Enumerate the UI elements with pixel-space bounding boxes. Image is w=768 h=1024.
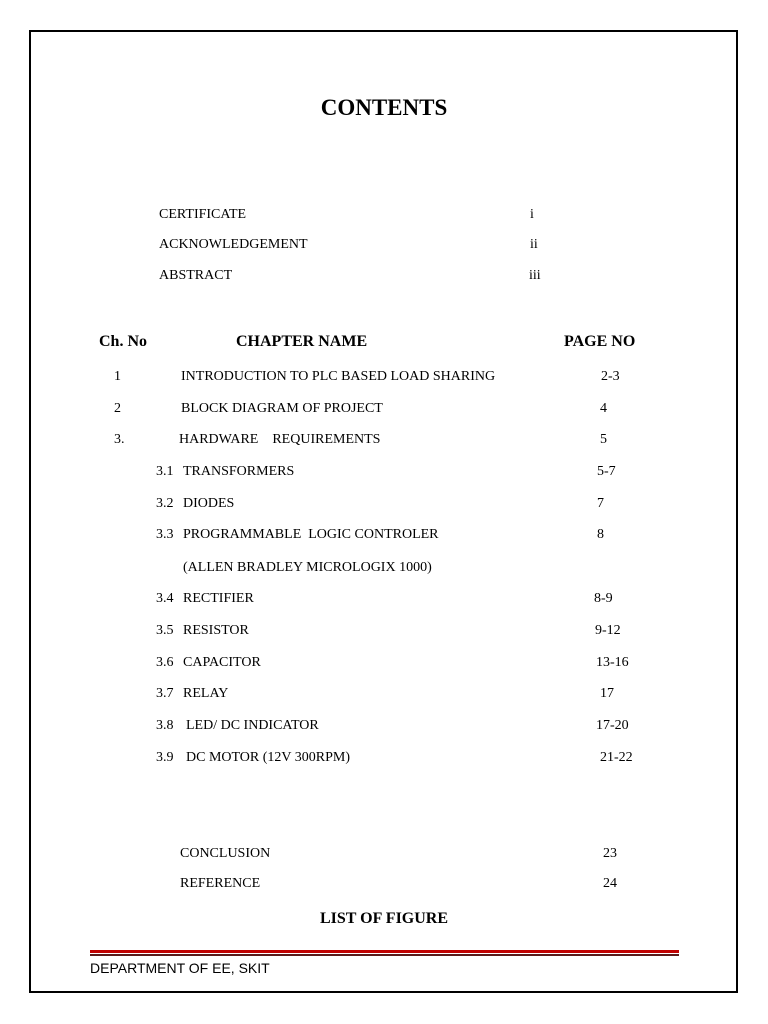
section-number: 3.7	[156, 686, 174, 701]
section-page: 7	[597, 496, 604, 511]
section-page: 17	[600, 686, 614, 701]
front-matter-page: iii	[529, 268, 541, 283]
header-chapter-name: CHAPTER NAME	[236, 333, 368, 350]
chapter-page: 2-3	[601, 369, 620, 384]
chapter-number: 3.	[114, 432, 125, 447]
section-number: 3.4	[156, 591, 174, 606]
section-name: RESISTOR	[183, 623, 249, 638]
section-name: LED/ DC INDICATOR	[186, 718, 319, 733]
header-page-no: PAGE NO	[564, 333, 636, 350]
header-chapter-no: Ch. No	[99, 333, 148, 350]
section-page: 13-16	[596, 655, 629, 670]
section-number: 3.3	[156, 527, 174, 542]
chapter-page: 4	[600, 401, 607, 416]
section-page: 17-20	[596, 718, 629, 733]
section-name-continued: (ALLEN BRADLEY MICROLOGIX 1000)	[183, 560, 432, 575]
list-of-figure-heading: LIST OF FIGURE	[319, 910, 449, 927]
page-title: CONTENTS	[320, 95, 448, 120]
section-name: DC MOTOR (12V 300RPM)	[186, 750, 351, 765]
front-matter-label: ACKNOWLEDGEMENT	[159, 237, 308, 252]
end-matter-page: 23	[603, 846, 617, 861]
section-number: 3.9	[156, 750, 174, 765]
section-page: 9-12	[595, 623, 621, 638]
section-name: DIODES	[183, 496, 235, 511]
section-page: 21-22	[600, 750, 633, 765]
section-name: PROGRAMMABLE LOGIC CONTROLER	[183, 527, 439, 542]
section-page: 5-7	[597, 464, 616, 479]
section-name: TRANSFORMERS	[183, 464, 295, 479]
end-matter-label: CONCLUSION	[180, 846, 271, 861]
section-page: 8-9	[594, 591, 613, 606]
section-name: CAPACITOR	[183, 655, 261, 670]
section-name: RECTIFIER	[183, 591, 254, 606]
chapter-number: 2	[114, 401, 121, 416]
section-name: RELAY	[183, 686, 229, 701]
section-page: 8	[597, 527, 604, 542]
section-number: 3.8	[156, 718, 174, 733]
page-border	[29, 30, 738, 993]
end-matter-label: REFERENCE	[180, 876, 261, 891]
footer-rule	[90, 950, 679, 953]
footer-rule-shadow	[90, 954, 679, 956]
front-matter-page: ii	[530, 237, 538, 252]
chapter-name: INTRODUCTION TO PLC BASED LOAD SHARING	[181, 369, 496, 384]
front-matter-label: CERTIFICATE	[159, 207, 247, 222]
section-number: 3.2	[156, 496, 174, 511]
chapter-name: BLOCK DIAGRAM OF PROJECT	[181, 401, 383, 416]
section-number: 3.5	[156, 623, 174, 638]
chapter-page: 5	[600, 432, 607, 447]
section-number: 3.1	[156, 464, 174, 479]
chapter-name: HARDWARE REQUIREMENTS	[179, 432, 381, 447]
end-matter-page: 24	[603, 876, 617, 891]
section-number: 3.6	[156, 655, 174, 670]
footer-text: DEPARTMENT OF EE, SKIT	[90, 960, 270, 976]
chapter-number: 1	[114, 369, 121, 384]
front-matter-page: i	[530, 207, 534, 222]
front-matter-label: ABSTRACT	[159, 268, 233, 283]
